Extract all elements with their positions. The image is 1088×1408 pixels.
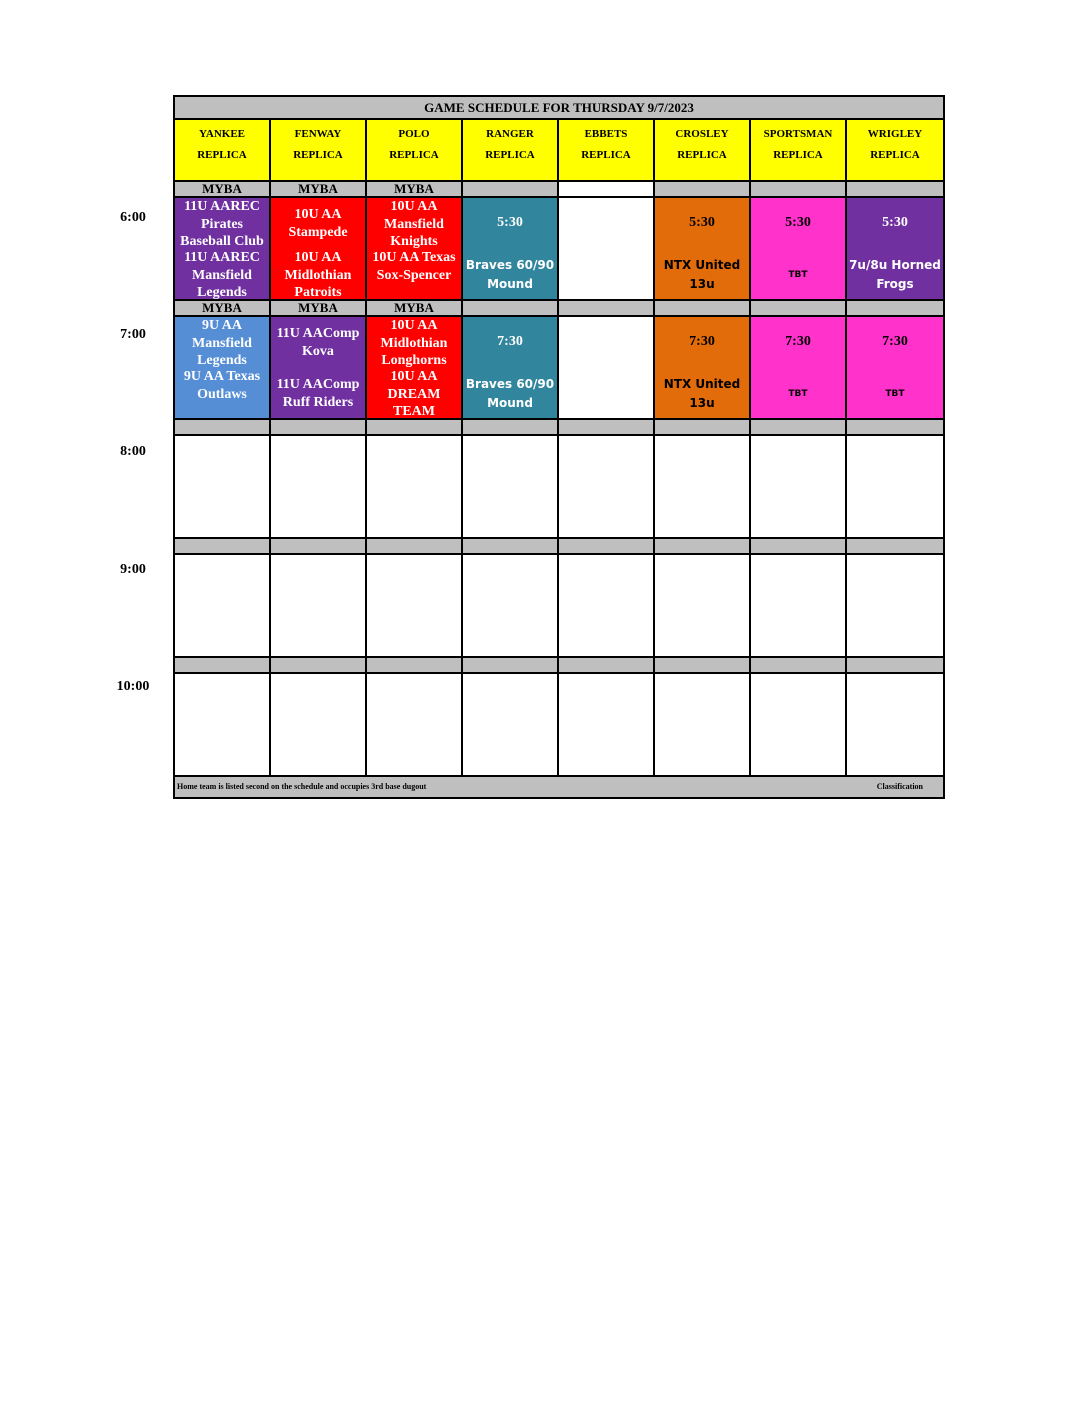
- league-label: MYBA: [175, 182, 271, 196]
- slot-8pm: [175, 436, 943, 539]
- slot-10pm: [175, 674, 943, 777]
- field-header: [367, 120, 463, 180]
- field-sub: REPLICA: [677, 149, 727, 161]
- hour-label-6: 6:00: [120, 210, 146, 225]
- game-time: 7:30: [689, 334, 715, 349]
- away-team: 10U AA Midlothian Longhorns: [380, 318, 448, 368]
- game-cell: [367, 317, 463, 418]
- hour-label-10: 10:00: [116, 679, 150, 694]
- slot-7pm: [175, 317, 943, 420]
- game-cell: [367, 198, 463, 299]
- field-header: [271, 120, 367, 180]
- field-header-row: [175, 120, 943, 182]
- field-sub: REPLICA: [389, 149, 439, 161]
- field-name: YANKEE: [198, 128, 246, 140]
- away-team: 9U AA Mansfield Legends: [192, 318, 252, 368]
- field-name: FENWAY: [294, 128, 342, 140]
- game-time: 7:30: [497, 334, 523, 349]
- home-team: 11U AAREC Mansfield Legends: [184, 250, 260, 299]
- empty-band: [175, 658, 943, 674]
- band-cell: [655, 182, 751, 196]
- league-band: [175, 301, 943, 317]
- field-sub: REPLICA: [581, 149, 631, 161]
- field-name: RANGER: [486, 128, 534, 140]
- team-name: TBT: [788, 270, 808, 280]
- field-sub: REPLICA: [870, 149, 920, 161]
- team-name: TBT: [885, 389, 905, 399]
- band-cell: [559, 182, 655, 196]
- field-name: WRIGLEY: [867, 128, 923, 140]
- field-header: [751, 120, 847, 180]
- game-cell: [751, 198, 847, 299]
- field-header: [655, 120, 751, 180]
- league-label: MYBA: [367, 182, 463, 196]
- slot-6pm: [175, 198, 943, 301]
- field-sub: REPLICA: [485, 149, 535, 161]
- field-sub: REPLICA: [293, 149, 343, 161]
- table-footer: [175, 777, 943, 797]
- empty-cell: [559, 198, 655, 299]
- band-cell: [847, 182, 943, 196]
- band-cell: [655, 301, 751, 315]
- field-name: CROSLEY: [675, 128, 729, 140]
- game-time: 5:30: [497, 215, 523, 230]
- game-cell: [175, 317, 271, 418]
- game-cell: [175, 198, 271, 299]
- game-cell: [847, 317, 943, 418]
- game-cell: [751, 317, 847, 418]
- hour-label-8: 8:00: [120, 444, 146, 459]
- team-name: Braves 60/90 Mound: [465, 377, 555, 410]
- league-label: MYBA: [367, 301, 463, 315]
- footer-classification: Classification: [876, 782, 923, 791]
- field-sub: REPLICA: [197, 149, 247, 161]
- away-team: 11U AAREC Pirates Baseball Club: [180, 199, 264, 249]
- away-team: 10U AA Stampede: [288, 207, 348, 240]
- home-team: 10U AA Texas Sox-Spencer: [372, 250, 456, 283]
- away-team: 11U AAComp Kova: [276, 326, 360, 359]
- band-cell: [751, 182, 847, 196]
- field-header: [463, 120, 559, 180]
- league-label: MYBA: [175, 301, 271, 315]
- game-cell: [655, 317, 751, 418]
- field-sub: REPLICA: [773, 149, 823, 161]
- game-cell: [271, 317, 367, 418]
- game-time: 5:30: [785, 215, 811, 230]
- home-team: 11U AAComp Ruff Riders: [276, 377, 360, 410]
- schedule-title: GAME SCHEDULE FOR THURSDAY 9/7/2023: [175, 97, 943, 120]
- band-cell: [463, 301, 559, 315]
- away-team: 10U AA Mansfield Knights: [384, 199, 444, 249]
- band-cell: [751, 301, 847, 315]
- slot-9pm: [175, 555, 943, 658]
- band-cell: [847, 301, 943, 315]
- game-time: 5:30: [882, 215, 908, 230]
- hour-label-7: 7:00: [120, 327, 146, 342]
- game-time: 7:30: [882, 334, 908, 349]
- empty-cell: [559, 317, 655, 418]
- game-cell: [655, 198, 751, 299]
- league-label: MYBA: [271, 182, 367, 196]
- game-time: 7:30: [785, 334, 811, 349]
- empty-band: [175, 420, 943, 436]
- empty-band: [175, 539, 943, 555]
- field-name: EBBETS: [584, 128, 628, 140]
- home-team: 10U AA DREAM TEAM: [387, 369, 441, 418]
- team-name: Braves 60/90 Mound: [465, 258, 555, 291]
- league-band: [175, 182, 943, 198]
- home-team: 10U AA Midlothian Patroits: [284, 250, 352, 299]
- hour-label-9: 9:00: [120, 562, 146, 577]
- footer-note: Home team is listed second on the schedule and occupies 3rd base dugout: [177, 782, 427, 791]
- field-name: SPORTSMAN: [763, 128, 833, 140]
- home-team: 9U AA Texas Outlaws: [183, 369, 261, 402]
- game-cell: [463, 198, 559, 299]
- game-time: 5:30: [689, 215, 715, 230]
- field-header: [847, 120, 943, 180]
- team-name: NTX United 13u: [663, 377, 741, 410]
- game-cell: [271, 198, 367, 299]
- game-cell: [463, 317, 559, 418]
- team-name: 7u/8u Horned Frogs: [849, 258, 941, 291]
- team-name: NTX United 13u: [663, 258, 741, 291]
- band-cell: [463, 182, 559, 196]
- schedule-table: [173, 95, 945, 799]
- team-name: TBT: [788, 389, 808, 399]
- game-cell: [847, 198, 943, 299]
- field-name: POLO: [398, 128, 430, 140]
- band-cell: [559, 301, 655, 315]
- field-header: [559, 120, 655, 180]
- field-header: [175, 120, 271, 180]
- league-label: MYBA: [271, 301, 367, 315]
